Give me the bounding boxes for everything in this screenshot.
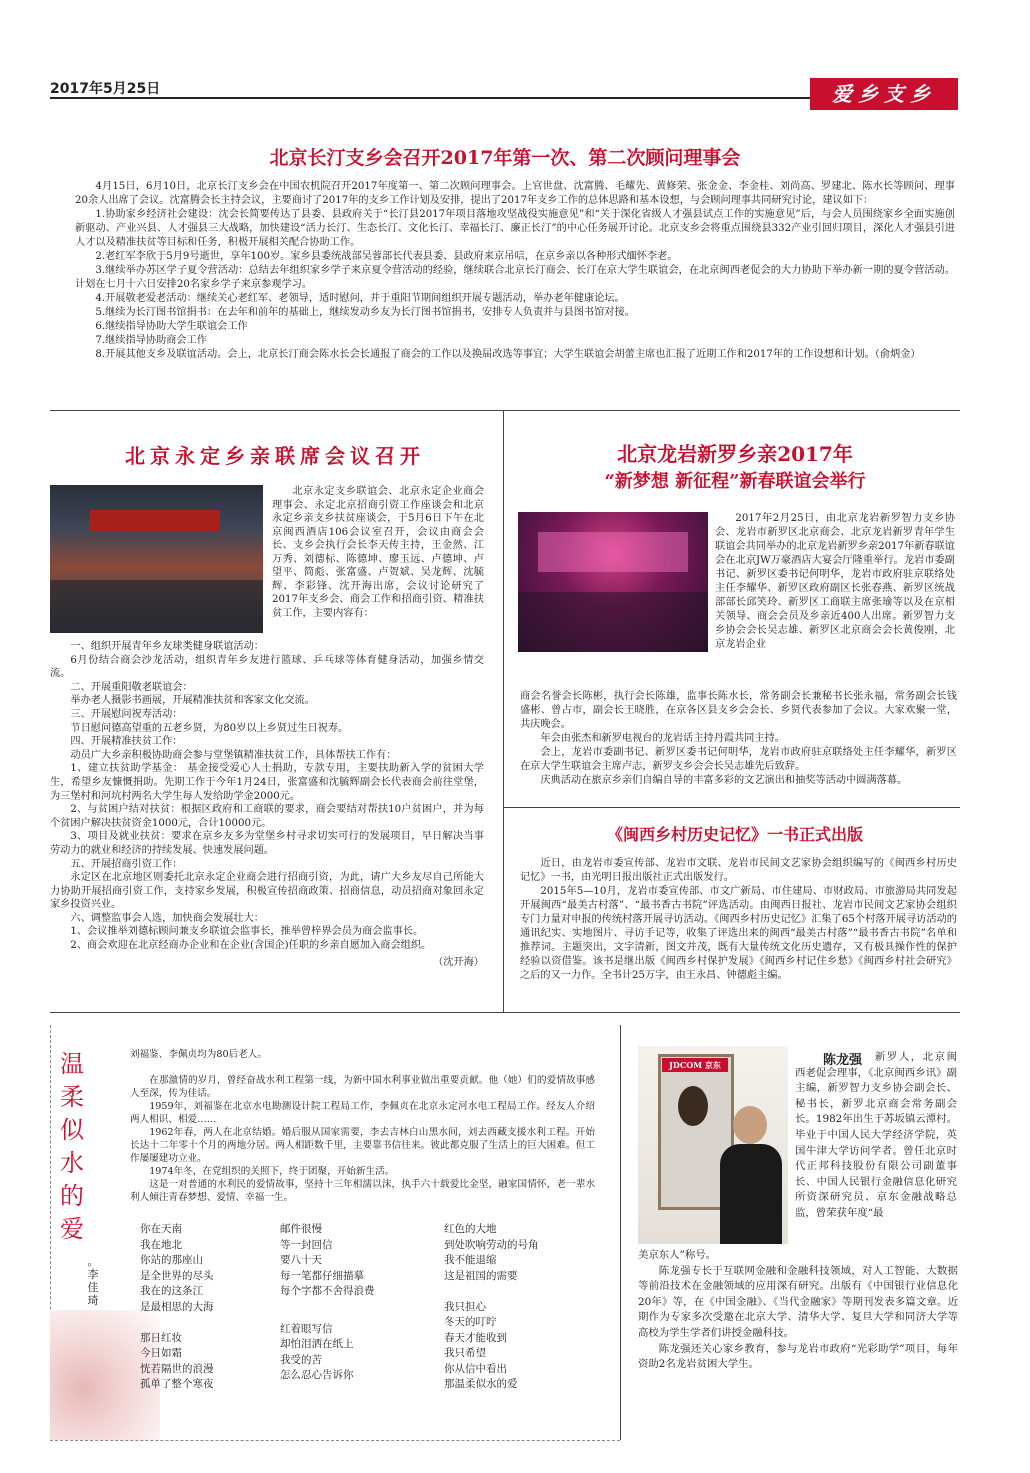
article1-para: 7.继续指导协助商会工作	[95, 335, 207, 346]
article6-body	[638, 1248, 958, 1373]
poem-line: 这是祖国的需要	[444, 1269, 518, 1282]
article6-side	[795, 1050, 957, 1222]
poem-line: 你站的那座山	[140, 1254, 203, 1266]
poem-line: 孤单了整个寒夜	[140, 1378, 214, 1390]
author-char: 琦	[87, 1294, 99, 1307]
gala-photo	[518, 512, 708, 652]
article4-para: 近日，由龙岩市委宣传部、龙岩市文联、龙岩市民间文艺家协会组织编写的《闽西乡村历史记忆》一书，由光明日报出版社正式出版发行。	[520, 858, 957, 883]
article1-para: 2.老红军李欣于5月9号逝世，享年100岁。家乡县委统战部吴蓉部长代表县委、县政府来京吊唁，在京乡亲以各种形式缅怀李老。	[95, 251, 678, 262]
article6-side-text: 新罗人，北京闽西老促会理事，《北京闽西乡讯》副主编，新罗智力支乡协会副会长、秘书长，新罗北京商会常务副会长。1982年出生于苏坂镇云潭村。毕业于中国人民大学经济学院，英国牛津大学访问学者。曾任北京时代正邦科技股份有限公司副董事长、中国人民银行金融信息化研究所资深研究员、京东金融战略总监，曾荣获年度“最	[795, 1051, 957, 1219]
title-char: 似	[60, 1116, 84, 1144]
article5-body	[130, 1048, 595, 1204]
article2-author: （沈开海）	[433, 956, 484, 968]
article1-para: 1.协助家乡经济社会建设：沈会长简要传达了县委、县政府关于“长汀县2017年项目落地攻坚战役实施意见”和“关于深化省级人才强县试点工作的实施意见”后，与会人员围绕家乡全面实施创新驱动、产业兴县、人才强县三大战略，加快建设“活力长汀、生态长汀、文化长汀、幸福长汀、廉正长汀”的中心任务展开讨论。北京支乡会将重点围绕县332产业引回归项目，深化人才强县引进人才以及精准扶贫等目标和任务，积极开展相关配合协助工作。	[75, 209, 955, 248]
poem-line: 你从信中看出	[444, 1362, 507, 1375]
title-char: 水	[60, 1149, 84, 1177]
article1-para: 5.继续为长汀图书馆捐书：在去年和前年的基础上，继续发动乡友为长汀图书馆捐书，安排专人负责并与县图书馆对接。	[95, 307, 635, 318]
article1-para: 4.开展敬老爱老活动：继续关心老红军、老领导，适时慰问，并于重阳节期间组织开展专题活动，举办老年健康论坛。	[95, 293, 625, 304]
meeting-photo	[50, 485, 263, 633]
poem-line: 红色的大地	[444, 1223, 497, 1235]
article5-para: 1962年春，两人在北京结婚。婚后服从国家需要，李去吉林白山黑水间，刘去西藏支援水利工程。开始长达十二年零十个月的两地分居。两人相距数千里，主要靠书信往来。彼此都克服了生活上的巨大困难。但工作屡屡建功立业。	[130, 1127, 595, 1164]
poem-line: 冬天的叮咛	[444, 1316, 497, 1328]
article1-body	[75, 180, 955, 362]
poem-line: 每一笔都仔细描摹	[280, 1269, 364, 1282]
article2-para: 永定区在北京地区则委托北京永定企业商会进行招商引资，为此，请广大乡友尽自己所能大力协助开展招商引资工作，支持家乡发展，积极宣传招商政策、招商信息，动员招商对象回永定家乡投资兴业。	[50, 872, 484, 911]
poem-line: 要八十天	[280, 1254, 322, 1266]
article3-para: 年会由张杰和新罗电视台的龙岩话主持丹霞共同主持。	[540, 733, 785, 744]
article2-para: 六、调整监事会人选，加快商会发展壮大：	[70, 912, 264, 924]
article2-para: 1、会议推举刘德标顾问兼支乡联谊会监事长，推举曾梓界会员为商会监事长。	[70, 926, 424, 938]
article3-side	[715, 512, 955, 652]
article2-para: 3、项目及就业扶贫：要求在京乡友多为堂堡乡村寻求切实可行的发展项目，早日解决当事劳动力的就业和经济的持续发展、快速发展问题。	[50, 831, 484, 856]
article1-para: 6.继续指导协助大学生联谊会工作	[95, 321, 248, 332]
poem-line: 邮件很慢	[280, 1223, 322, 1235]
article3-para: 庆典活动在旅京乡亲们自编自导的丰富多彩的文艺演出和抽奖等活动中圆满落幕。	[540, 775, 908, 786]
header-rule	[50, 97, 810, 99]
article3-para: 商会名誉会长陈彬，执行会长陈雄，监事长陈水长，常务副会长兼秘书长张永福，常务副会长钱盛彬、曾占市，副会长王晓胜，在京各区县支乡会会长、乡贤代表参加了会议。大家欢聚一堂，共庆晚会。	[520, 691, 957, 730]
article2-para: 6月份结合商会沙龙活动，组织青年乡友进行篮球、乒乓球等体育健身活动，加强乡情交流。	[50, 654, 484, 680]
poem-line: 我受的苦	[280, 1353, 322, 1366]
article3-body	[520, 690, 957, 788]
article6-para: 美京东人”称号。	[638, 1249, 717, 1261]
article1-para: 8.开展其他支乡及联谊活动。会上，北京长汀商会陈水长会长通报了商会的工作以及换届改选等事宜；大学生联谊会胡蕾主席也汇报了近期工作和2017年的工作设想和计划。（俞炳金）	[95, 349, 921, 360]
title-char: 温	[60, 1050, 84, 1078]
article3-title-line2: “新梦想 新征程”新春联谊会举行	[604, 471, 866, 492]
section-divider	[50, 410, 960, 411]
poem-line: 我不能退缩	[444, 1254, 497, 1266]
section-divider	[503, 807, 960, 808]
article2-body	[50, 640, 484, 969]
poem-line: 我在的这条江	[140, 1285, 203, 1297]
poem-line: 你在天南	[140, 1223, 182, 1235]
box-bottom-border	[50, 1440, 620, 1442]
article5-para: 1959年，刘福鉴在北京水电勘测设计院工程局工作，李佩贞在北京永定河水电工程局工作。经友人介绍两人相识、相爱……	[130, 1101, 595, 1125]
article2-side-text: 北京永定支乡联谊会、北京永定企业商会理事会、永定北京招商引资工作座谈会和北京永定乡亲支乡扶贫座谈会，于5月6日下午在北京闽西酒店106会议室召开，会议由商会会长、支乡会执行会长李天传主持，王金然、江万秀、刘德标、陈德坤、廖玉远、卢德坤、卢望平、简彪、张富盛、卢贺斌、吴龙辉、沈毓辉、李彩锋、沈开海出席，会议讨论研究了2017年支乡会、商会工作和招商引资、精准扶贫工作，主要内容有：	[272, 486, 484, 619]
article2-para: 1、建立扶贫助学基金： 基金接受爱心人士捐助，专款专用，主要扶助新入学的贫困大学生，希望乡友慷慨捐助。先期工作于今年1月24日，张富盛和沈毓辉副会长代表商会前往堂堡，为三堡村和河坑村两名大学生每人发给助学金2000元。	[50, 763, 484, 802]
title-char: 柔	[60, 1083, 84, 1111]
title-char: 的	[60, 1182, 84, 1210]
article2-para: 节日慰问德高望重的五老乡贤，为80岁以上乡贤过生日祝寿。	[70, 722, 349, 734]
article5-author	[85, 1255, 101, 1307]
article3-title-line1: 北京龙岩新罗乡亲2017年	[617, 442, 853, 466]
article2-para: 2、商会欢迎在北京经商办企业和在企业(含国企)任职的乡亲自愿加入商会组织。	[70, 940, 432, 952]
poem-line: 今日如霜	[140, 1347, 182, 1359]
poem-line: 等一封回信	[280, 1238, 333, 1251]
poem-line: 却怕泪洒在纸上	[280, 1338, 354, 1350]
article5-vertical-title	[57, 1048, 87, 1246]
poem-line: 那温柔似水的爱	[444, 1378, 518, 1390]
article6-para: 陈龙强专长于互联网金融和金融科技领域，对人工智能、大数据等前沿技术在金融领域的应用深有研究。出版有《中国银行业信息化20年》等，在《中国金融》、《当代金融家》等期刊发表多篇文章。近期作为专家多次受邀在北京大学、清华大学、复旦大学和同济大学等高校为学生学者们讲授金融科技。	[638, 1264, 958, 1339]
title-char: 爱	[60, 1215, 84, 1243]
poem-column-3	[444, 1222, 594, 1393]
article4-para: 2015年5—10月，龙岩市委宣传部、市文广新局、市住建局、市财政局、市旅游局共同发起开展闽西“最美古村落”、“最书香古书院”评选活动。由闽西日报社、龙岩市民间文艺家协会组织专门力量对申报的传统村落开展寻访活动。《闽西乡村历史记忆》汇集了65个村落开展寻访活动的通讯纪实、实地图片、寻访手记等，收集了评选出来的闽西“最美古村落”“最书香古书院”名单和推荐词。主题突出，文字清新，图文并茂，既有大量传统文化历史遗存，又有极具操作性的保护经验以资借鉴。该书是继出版《闽西乡村保护发展》《闽西乡村记住乡愁》《闽西乡村社会研究》之后的又一力作。全书计25万字，由王永昌、钟德彪主编。	[520, 886, 957, 981]
section-divider	[50, 1012, 960, 1013]
article2-para: 二、开展重阳敬老联谊会：	[70, 681, 193, 693]
poem-line: 每个字都不舍得浪费	[280, 1285, 375, 1297]
article2-para: 动员广大乡亲积极协助商会参与堂堡镇精准扶贫工作，具体帮扶工作有：	[70, 749, 397, 761]
poem-gap	[444, 1284, 594, 1300]
article4-title: 《闽西乡村历史记忆》一书正式出版	[606, 825, 863, 844]
article5-intro: 刘福鉴、李佩贞均为80后老人。	[130, 1049, 267, 1060]
poem-line: 是最相思的大海	[140, 1300, 214, 1313]
poem-gap	[140, 1315, 270, 1331]
article1-para: 3.继续举办苏区学子夏令营活动：总结去年组织家乡学子来京夏令营活动的经验，继续联合北京长汀商会、长汀在京大学生联谊会，在北京闽西老促会的大力协助下举办新一期的夏令营活动。计划在七月十六日安排20名家乡学子来京参观学习。	[75, 265, 955, 290]
poem-line: 我只希望	[444, 1347, 486, 1359]
article1-para: 4月15日，6月10日，北京长汀支乡会在中国农机院召开2017年度第一、第二次顾问理事会。上官世盘、沈富腾、毛耀先、黄修荣、张金金、李金桂、刘尚高、罗建北、陈水长等顾问、理事20余人出席了会议。沈富腾会长主持会议，主要商讨了2017年的支乡工作计划及安排，提出了2017年支乡工作的总体思路和基本设想，与会顾问理事共同研究讨论，建议如下：	[75, 181, 955, 206]
article2-title: 北京永定乡亲联席会议召开	[125, 444, 425, 468]
article5-para: 在那激情的岁月，曾经奋战水利工程第一线，为新中国水利事业做出重要贡献。他（她）们的爱情故事感人至深，传为佳话。	[130, 1075, 595, 1099]
article3-para: 会上，龙岩市委副书记、新罗区委书记何明华，龙岩市政府驻京联络处主任李耀华，新罗区在京大学生联谊会主席卢志，新罗支乡会会长吴志雄先后致辞。	[520, 747, 957, 772]
poem-line: 那日红妆	[140, 1331, 182, 1344]
column-divider	[620, 1025, 621, 1440]
poem-line: 我在地北	[140, 1238, 182, 1251]
article2-para: 2、与贫困户结对扶贫：根据区政府和工商联的要求，商会要结对帮扶10户贫困户，并为每个贫困户解决扶贫资金1000元，合计10000元。	[50, 804, 484, 829]
author-char: 李	[87, 1268, 99, 1281]
poem-line: 是全世界的尽头	[140, 1269, 214, 1282]
poem-line: 到处吹响劳动的号角	[444, 1238, 539, 1251]
profile-name: 陈龙强	[823, 1053, 863, 1068]
article2-side	[272, 485, 484, 620]
author-char: 。	[87, 1255, 99, 1268]
poem-line: 我只担心	[444, 1300, 486, 1313]
article2-para: 三、开展慰问祝寿活动：	[70, 708, 183, 720]
poem-line: 红着眼写信	[280, 1322, 333, 1335]
article5-para: 1974年冬，在党组织的关照下，终于团聚，开始新生活。	[149, 1166, 395, 1177]
poem-line: 恍若隔世的浪漫	[140, 1362, 214, 1375]
article6-para: 陈龙强还关心家乡教育，参与龙岩市政府“光彩助学”项目，每年资助2名龙岩贫困大学生。	[638, 1342, 958, 1371]
poem-gap	[280, 1300, 430, 1322]
article2-para: 一、组织开展青年乡友球类健身联谊活动：	[70, 641, 264, 652]
author-char: 佳	[87, 1281, 99, 1294]
article2-para: 五、开展招商引资工作：	[70, 858, 183, 870]
article1-title: 北京长汀支乡会召开2017年第一次、第二次顾问理事会	[269, 147, 741, 169]
poem-column-1	[140, 1222, 270, 1393]
article5-para: 这是一对普通的水利民的爱情故事，坚持十三年相濡以沫，执手六十载爱比金坚，融家国情怀，老一辈水利人倾注青春梦想、爱情、幸福一生。	[130, 1179, 595, 1203]
article3-side-text: 2017年2月25日，由北京龙岩新罗智力支乡协会、龙岩市新罗区北京商会、北京龙岩新罗青年学生联谊会共同举办的北京龙岩新罗乡亲2017年新春联谊会在北京JW万豪酒店大宴会厅隆重举行。龙岩市委副书记、新罗区委书记何明华，龙岩市政府驻京联络处主任李耀华、新罗区政府副区长张春燕、新罗区统战部部长邱笑玲、新罗区工商联主席张瑜等以及在京相关领导、商会会员及乡亲近400人出席。新罗智力支乡协会会长吴志雄、新罗区北京商会会长黄俊刚，北京龙岩企业	[715, 513, 955, 650]
display-banner: JDCOM 京东	[662, 1058, 728, 1072]
column-divider	[503, 410, 504, 1012]
article2-para: 四、开展精准扶贫工作：	[70, 736, 183, 748]
article2-para: 举办老人摄影书画展，开展精准扶贫和客家文化交流。	[70, 695, 315, 707]
poem-line: 春天才能收到	[444, 1331, 507, 1344]
portrait-photo	[638, 1046, 788, 1244]
issue-date: 2017年5月25日	[50, 81, 161, 97]
article4-body	[520, 857, 957, 983]
poem-line: 怎么忍心告诉你	[280, 1369, 354, 1381]
poem-column-2	[280, 1222, 430, 1384]
column-title: 爱乡支乡	[810, 78, 958, 110]
